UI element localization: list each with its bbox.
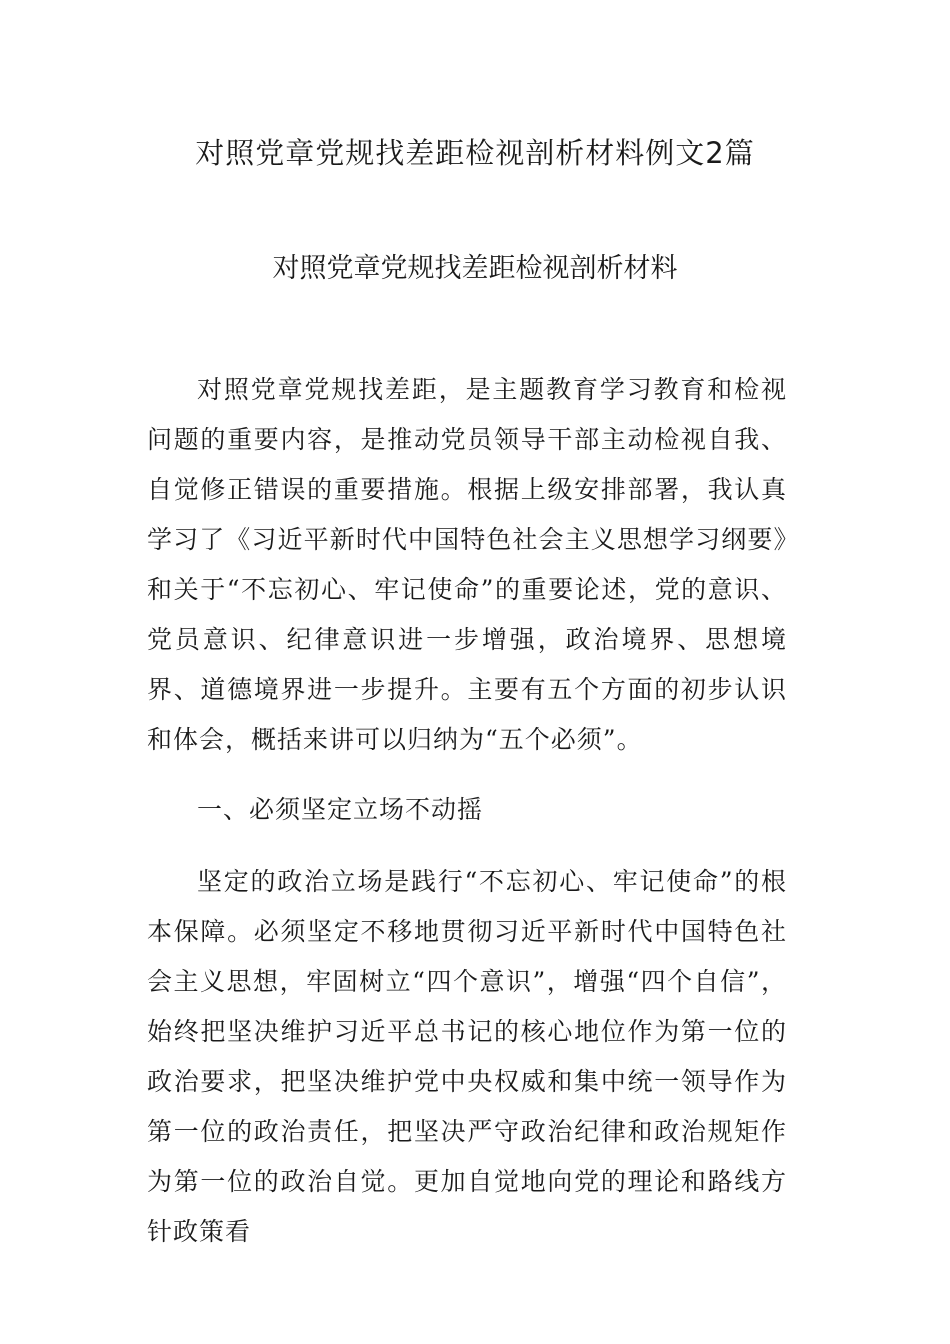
document-title: 对照党章党规找差距检视剖析材料例文2篇 — [195, 136, 755, 170]
section-heading: 一、必须坚定立场不动摇 — [197, 795, 484, 824]
document-subtitle: 对照党章党规找差距检视剖析材料 — [272, 253, 678, 284]
intro-paragraph: 对照党章党规找差距，是主题教育学习教育和检视问题的重要内容，是推动党员领导干部主动检视自我、自觉修正错误的重要措施。根据上级安排部署，我认真学习了《习近平新时代中国特色社会主义思想学习纲要》和关于“不忘初心、牢记使命”的重要论述，党的意识、党员意识、纪律意识进一步增强，政治境界、思想境界、道德境界进一步提升。主要有五个方面的初步认识和体会，概括来讲可以归纳为“五个必须”。 — [147, 375, 787, 754]
body-paragraph: 坚定的政治立场是践行“不忘初心、牢记使命”的根本保障。必须坚定不移地贯彻习近平新时代中国特色社会主义思想，牢固树立“四个意识”，增强“四个自信”，始终把坚决维护习近平总书记的核心地位作为第一位的政治要求，把坚决维护党中央权威和集中统一领导作为第一位的政治责任，把坚决严守政治纪律和政治规矩作为第一位的政治自觉。更加自觉地向党的理论和路线方针政策看 — [147, 867, 787, 1246]
